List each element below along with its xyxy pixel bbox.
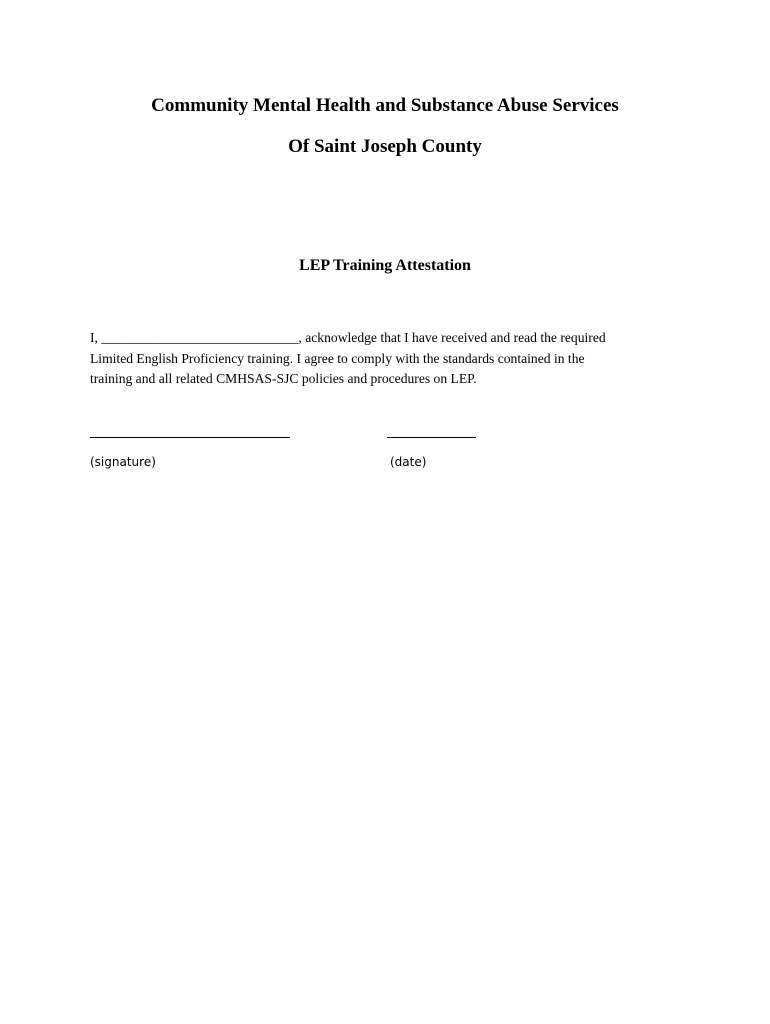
organization-name: Community Mental Health and Substance Abuse Services xyxy=(151,95,619,116)
date-line xyxy=(387,437,476,438)
attestation-line-2: Limited English Proficiency training. I agree to comply with the standards contained in the xyxy=(90,350,585,366)
signature-label: (signature) xyxy=(90,455,156,469)
attestation-paragraph xyxy=(90,328,690,390)
date-label: (date) xyxy=(390,455,427,469)
organization-county: Of Saint Joseph County xyxy=(288,136,482,157)
attestation-line-3: training and all related CMHSAS-SJC policies and procedures on LEP. xyxy=(90,371,477,386)
signature-line xyxy=(90,437,290,438)
document-title: LEP Training Attestation xyxy=(299,257,471,274)
attestation-line-1: I, _____________________________, acknowledge that I have received and read the required xyxy=(90,330,606,345)
